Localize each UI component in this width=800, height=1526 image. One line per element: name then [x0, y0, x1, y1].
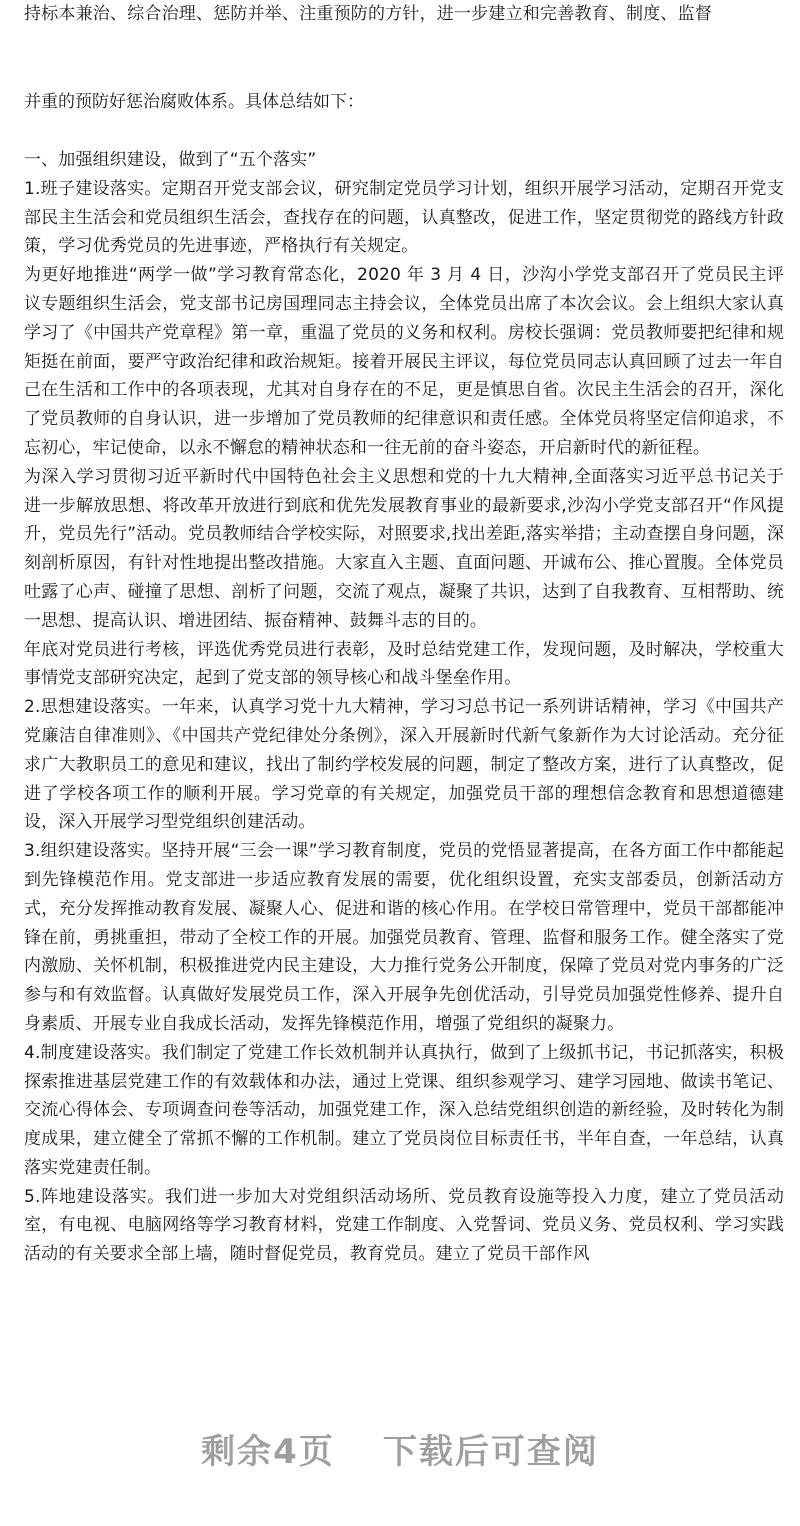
section-heading: 一、加强组织建设，做到了“五个落实”	[24, 150, 317, 170]
paragraph: 3.组织建设落实。坚持开展“三会一课”学习教育制度，党员的党悟显著提高，在各方面工作中都能起到先锋模范作用。党支部进一步适应教育发展的需要，优化组织设置，充实支部委员，创新活动方式，充分发挥推动教育发展、凝聚人心、促进和谐的核心作用。在学校日常管理中，党员干部都能冲锋在前，勇挑重担，带动了全校工作的开展。加强党员教育、管理、监督和服务工作。健全落实了党内激励、关怀机制，积极推进党内民主建设，大力推行党务公开制度，保障了党员对党内事务的广泛参与和有效监督。认真做好发展党员工作，深入开展争先创优活动，引导党员加强党性修养、提升自身素质、开展专业自我成长活动，发挥先锋模范作用，增强了党组织的凝聚力。	[24, 841, 784, 1034]
paragraph: 1.班子建设落实。定期召开党支部会议，研究制定党员学习计划，组织开展学习活动，定期召开党支部民主生活会和党员组织生活会，查找存在的问题，认真整改，促进工作，坚定贯彻党的路线方针政策，学习优秀党员的先进事迹，严格执行有关规定。	[24, 178, 784, 257]
continuation-line: 并重的预防好惩治腐败体系。具体总结如下：	[24, 92, 364, 112]
paragraph: 4.制度建设落实。我们制定了党建工作长效机制并认真执行，做到了上级抓书记，书记抓落实，积极探索推进基层党建工作的有效载体和办法，通过上党课、组织参观学习、建学习园地、做读书笔记、交流心得体会、专项调查问卷等活动，加强党建工作，深入总结党组织创造的新经验，及时转化为制度成果，建立健全了常抓不懈的工作机制。建立了党员岗位目标责任书，半年自查，一年总结，认真落实党建责任制。	[24, 1042, 784, 1178]
download-prompt-banner[interactable]	[0, 1418, 800, 1478]
paragraph: 5.阵地建设落实。我们进一步加大对党组织活动场所、党员教育设施等投入力度，建立了党员活动室，有电视、电脑网络等学习教育材料，党建工作制度、入党誓词、党员义务、党员权利、学习实践活动的有关要求全部上墙，随时督促党员，教育党员。建立了党员干部作风	[24, 1186, 784, 1265]
clipped-top-text	[24, 0, 784, 29]
clipped-line: 持标本兼治、综合治理、惩防并举、注重预防的方针，进一步建立和完善教育、制度、监督	[24, 4, 712, 24]
remaining-pages-label: 剩余4页	[201, 1431, 335, 1472]
paragraph: 2.思想建设落实。一年来，认真学习党十九大精神，学习习总书记一系列讲话精神，学习《中国共产党廉洁自律准则》、《中国共产党纪律处分条例》，深入开展新时代新气象新作为大讨论活动。充分征求广大教职员工的意见和建议，找出了制约学校发展的问题，制定了整改方案，进行了认真整改，促进了学校各项工作的顺利开展。学习党章的有关规定，加强党员干部的理想信念教育和思想道德建设，深入开展学习型党组织创建活动。	[24, 697, 784, 833]
document-body	[24, 146, 784, 1269]
paragraph: 为深入学习贯彻习近平新时代中国特色社会主义思想和党的十九大精神,全面落实习近平总书记关于进一步解放思想、将改革开放进行到底和优先发展教育事业的最新要求,沙沟小学党支部召开“作风提升，党员先行”活动。党员教师结合学校实际，对照要求,找出差距,落实举措；主动查摆自身问题，深刻剖析原因，有针对性地提出整改措施。大家直入主题、直面问题、开诚布公、推心置腹。全体党员吐露了心声、碰撞了思想、剖析了问题，交流了观点，凝聚了共识，达到了自我教育、互相帮助、统一思想、提高认识、增进团结、振奋精神、鼓舞斗志的目的。	[24, 466, 784, 631]
download-to-view-label: 下载后可查阅	[382, 1431, 599, 1472]
paragraph: 为更好地推进“两学一做”学习教育常态化，2020 年 3 月 4 日，沙沟小学党支部召开了党员民主评议专题组织生活会，党支部书记房国理同志主持会议，全体党员出席了本次会议。会上组织大家认真学习了《中国共产党章程》第一章，重温了党员的义务和权利。房校长强调：党员教师要把纪律和规矩挺在前面，要严守政治纪律和政治规矩。接着开展民主评议，每位党员同志认真回顾了过去一年自己在生活和工作中的各项表现，尤其对自身存在的不足，更是慎思自省。次民主生活会的召开，深化了党员教师的自身认识，进一步增加了党员教师的纪律意识和责任感。全体党员将坚定信仰追求，不忘初心，牢记使命，以永不懈怠的精神状态和一往无前的奋斗姿态，开启新时代的新征程。	[24, 265, 784, 458]
paragraph: 年底对党员进行考核，评选优秀党员进行表彰，及时总结党建工作，发现问题，及时解决，学校重大事情党支部研究决定，起到了党支部的领导核心和战斗堡垒作用。	[24, 639, 784, 689]
